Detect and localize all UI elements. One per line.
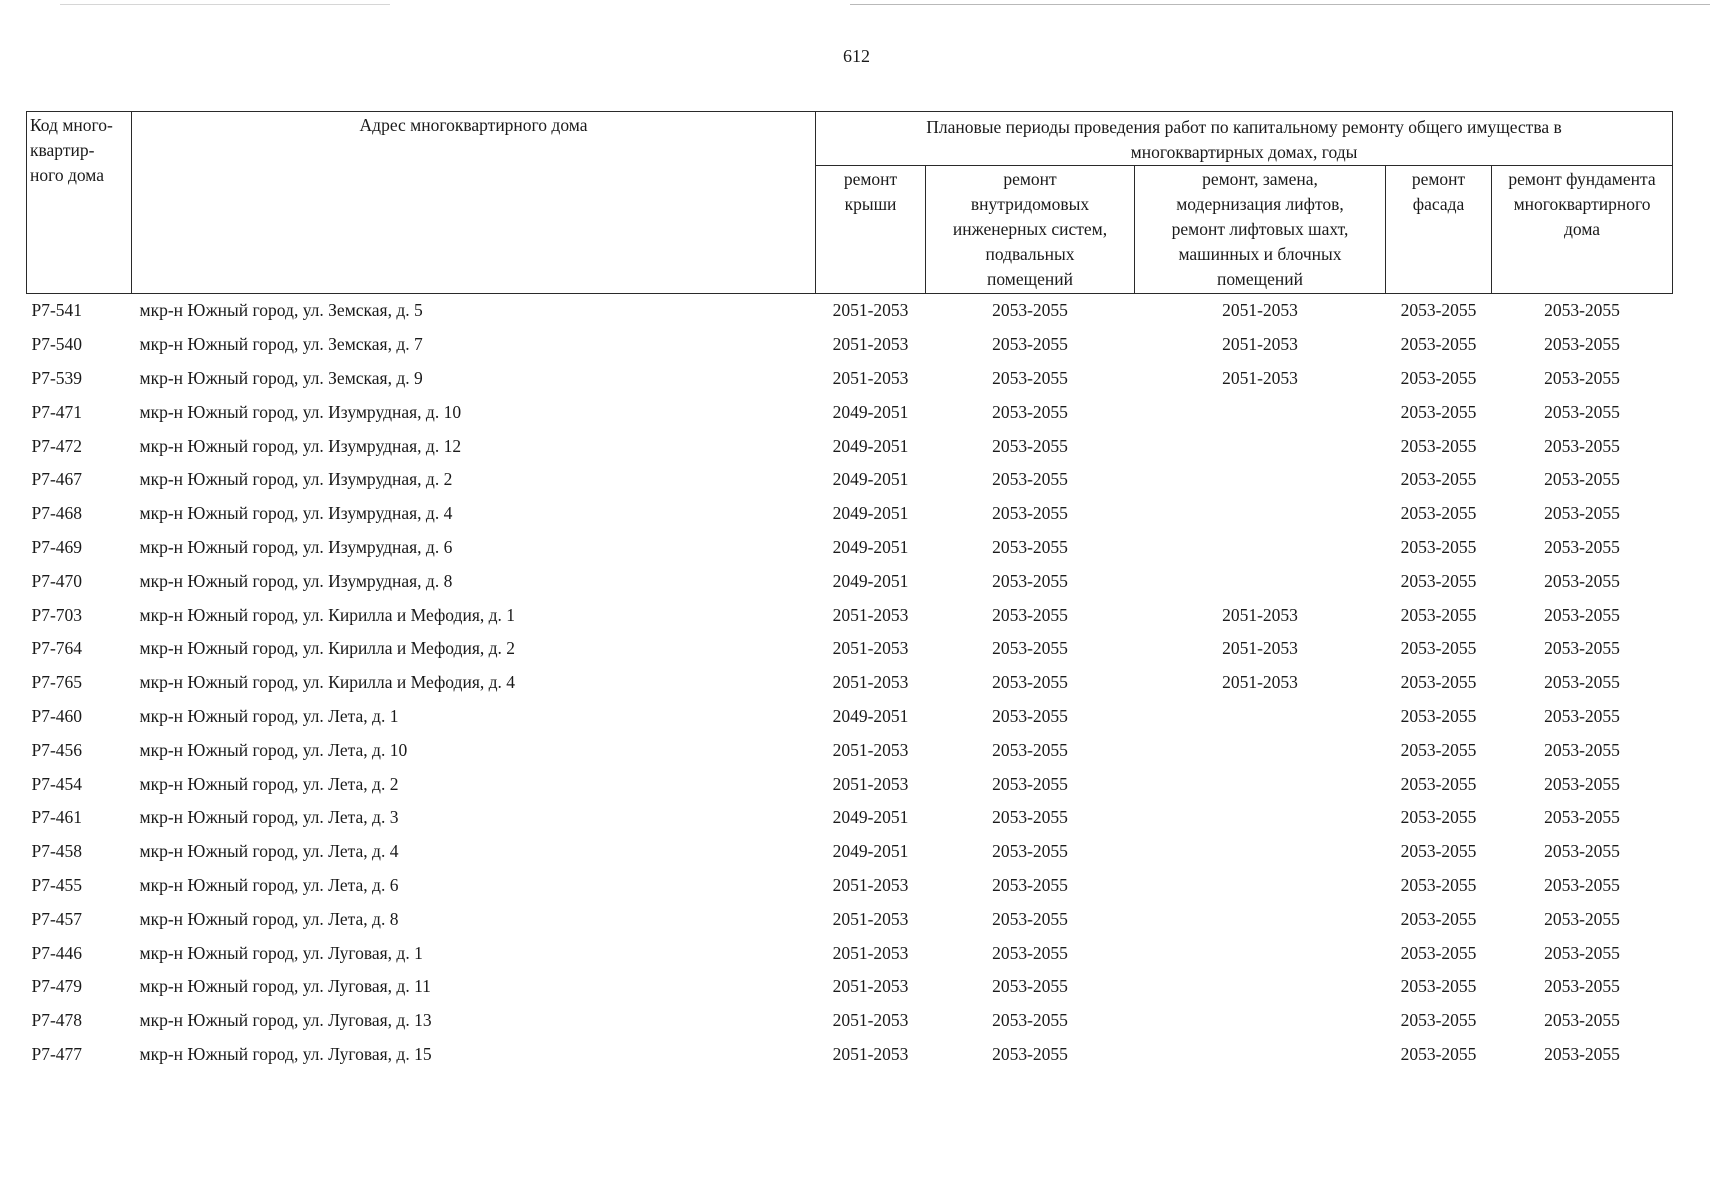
cell-building-code: Р7-455 (31, 874, 83, 895)
cell-foundation-period: 2053-2055 (1544, 435, 1620, 456)
cell-lift-period: 2051-2053 (1222, 604, 1298, 625)
cell-foundation-period: 2053-2055 (1544, 334, 1620, 355)
table-row (27, 666, 1673, 700)
cell-lift-period (1135, 835, 1386, 869)
cell-building-code: Р7-471 (31, 401, 83, 422)
cell-engineering-period: 2053-2055 (992, 841, 1068, 862)
cell-building-code: Р7-457 (31, 908, 83, 929)
cell-roof-period: 2051-2053 (832, 908, 909, 929)
cell-foundation-period: 2053-2055 (1544, 739, 1620, 760)
cell-engineering-period: 2053-2055 (992, 300, 1068, 321)
table-row (27, 1038, 1673, 1072)
cell-roof-period: 2049-2051 (832, 503, 909, 524)
cell-facade-period: 2053-2055 (1400, 401, 1477, 422)
cell-engineering-period: 2053-2055 (992, 1010, 1068, 1031)
cell-engineering-period: 2053-2055 (992, 908, 1068, 929)
cell-facade-period: 2053-2055 (1400, 841, 1477, 862)
cell-lift-period (1135, 564, 1386, 598)
cell-address: мкр-н Южный город, ул. Кирилла и Мефодия, д. 4 (139, 672, 516, 693)
cell-lift-period (1135, 463, 1386, 497)
table-row (27, 767, 1673, 801)
cell-facade-period: 2053-2055 (1400, 908, 1477, 929)
cell-facade-period: 2053-2055 (1400, 942, 1477, 963)
cell-facade-period: 2053-2055 (1400, 300, 1477, 321)
cell-roof-period: 2051-2053 (832, 773, 909, 794)
table-row (27, 598, 1673, 632)
cell-address: мкр-н Южный город, ул. Изумрудная, д. 4 (139, 503, 453, 524)
header-address: Адрес многоквартирного дома (132, 112, 816, 294)
cell-building-code: Р7-541 (31, 300, 83, 321)
cell-address: мкр-н Южный город, ул. Изумрудная, д. 10 (139, 401, 462, 422)
cell-roof-period: 2049-2051 (832, 536, 909, 557)
cell-facade-period: 2053-2055 (1400, 1043, 1477, 1064)
table-row (27, 429, 1673, 463)
header-lift-repair: ремонт, замена, модернизация лифтов, ремонт лифтовых шахт, машинных и блочных помещений (1135, 166, 1386, 294)
cell-foundation-period: 2053-2055 (1544, 401, 1620, 422)
cell-building-code: Р7-764 (31, 638, 83, 659)
cell-lift-period (1135, 733, 1386, 767)
cell-address: мкр-н Южный город, ул. Земская, д. 5 (139, 300, 423, 321)
scan-top-rule-right (850, 4, 1710, 5)
cell-lift-period (1135, 1004, 1386, 1038)
cell-address: мкр-н Южный город, ул. Земская, д. 9 (139, 367, 423, 388)
cell-building-code: Р7-461 (31, 807, 83, 828)
cell-roof-period: 2051-2053 (832, 976, 909, 997)
header-engineering-systems: ремонт внутридомовых инженерных систем, подвальных помещений (926, 166, 1135, 294)
cell-building-code: Р7-540 (31, 334, 83, 355)
cell-foundation-period: 2053-2055 (1544, 672, 1620, 693)
cell-lift-period (1135, 531, 1386, 565)
table-row (27, 869, 1673, 903)
cell-roof-period: 2051-2053 (832, 1043, 909, 1064)
table-header (27, 112, 1673, 294)
cell-lift-period (1135, 936, 1386, 970)
header-facade-repair: ремонт фасада (1386, 166, 1492, 294)
cell-building-code: Р7-454 (31, 773, 83, 794)
cell-engineering-period: 2053-2055 (992, 469, 1068, 490)
cell-address: мкр-н Южный город, ул. Луговая, д. 11 (139, 976, 431, 997)
cell-engineering-period: 2053-2055 (992, 705, 1068, 726)
cell-engineering-period: 2053-2055 (992, 401, 1068, 422)
cell-engineering-period: 2053-2055 (992, 874, 1068, 895)
cell-building-code: Р7-469 (31, 536, 83, 557)
cell-engineering-period: 2053-2055 (992, 334, 1068, 355)
table-row (27, 564, 1673, 598)
table-row (27, 395, 1673, 429)
cell-address: мкр-н Южный город, ул. Изумрудная, д. 8 (139, 570, 453, 591)
table-row (27, 497, 1673, 531)
cell-foundation-period: 2053-2055 (1544, 367, 1620, 388)
cell-building-code: Р7-446 (31, 942, 83, 963)
cell-foundation-period: 2053-2055 (1544, 874, 1620, 895)
cell-building-code: Р7-539 (31, 367, 83, 388)
cell-foundation-period: 2053-2055 (1544, 1010, 1620, 1031)
cell-roof-period: 2051-2053 (832, 1010, 909, 1031)
cell-address: мкр-н Южный город, ул. Изумрудная, д. 12 (139, 435, 462, 456)
cell-foundation-period: 2053-2055 (1544, 908, 1620, 929)
cell-facade-period: 2053-2055 (1400, 638, 1477, 659)
cell-lift-period (1135, 767, 1386, 801)
cell-lift-period: 2051-2053 (1222, 672, 1298, 693)
cell-roof-period: 2051-2053 (832, 604, 909, 625)
cell-address: мкр-н Южный город, ул. Лета, д. 3 (139, 807, 399, 828)
cell-lift-period (1135, 497, 1386, 531)
cell-facade-period: 2053-2055 (1400, 570, 1477, 591)
cell-lift-period (1135, 970, 1386, 1004)
header-planned-periods: Плановые периоды проведения работ по капитальному ремонту общего имущества в многоквартирных домах, годы (816, 112, 1673, 166)
cell-building-code: Р7-470 (31, 570, 83, 591)
cell-building-code: Р7-467 (31, 469, 83, 490)
cell-address: мкр-н Южный город, ул. Лета, д. 2 (139, 773, 399, 794)
cell-lift-period (1135, 395, 1386, 429)
cell-roof-period: 2049-2051 (832, 435, 909, 456)
table-row (27, 700, 1673, 734)
cell-facade-period: 2053-2055 (1400, 672, 1477, 693)
cell-roof-period: 2049-2051 (832, 705, 909, 726)
cell-building-code: Р7-765 (31, 672, 83, 693)
cell-roof-period: 2049-2051 (832, 401, 909, 422)
cell-building-code: Р7-478 (31, 1010, 83, 1031)
cell-facade-period: 2053-2055 (1400, 773, 1477, 794)
header-roof-repair: ремонт крыши (816, 166, 926, 294)
cell-foundation-period: 2053-2055 (1544, 705, 1620, 726)
cell-roof-period: 2051-2053 (832, 942, 909, 963)
cell-address: мкр-н Южный город, ул. Луговая, д. 1 (139, 942, 423, 963)
table-row (27, 733, 1673, 767)
header-foundation-repair: ремонт фундамента многоквартирного дома (1492, 166, 1673, 294)
cell-foundation-period: 2053-2055 (1544, 536, 1620, 557)
cell-foundation-period: 2053-2055 (1544, 300, 1620, 321)
cell-roof-period: 2051-2053 (832, 638, 909, 659)
table-row (27, 970, 1673, 1004)
cell-foundation-period: 2053-2055 (1544, 503, 1620, 524)
cell-foundation-period: 2053-2055 (1544, 469, 1620, 490)
cell-foundation-period: 2053-2055 (1544, 1043, 1620, 1064)
cell-engineering-period: 2053-2055 (992, 773, 1068, 794)
cell-roof-period: 2051-2053 (832, 739, 909, 760)
cell-facade-period: 2053-2055 (1400, 604, 1477, 625)
table-row (27, 328, 1673, 362)
cell-lift-period (1135, 801, 1386, 835)
cell-lift-period (1135, 869, 1386, 903)
cell-roof-period: 2049-2051 (832, 469, 909, 490)
cell-foundation-period: 2053-2055 (1544, 807, 1620, 828)
cell-foundation-period: 2053-2055 (1544, 638, 1620, 659)
cell-engineering-period: 2053-2055 (992, 942, 1068, 963)
cell-address: мкр-н Южный город, ул. Лета, д. 8 (139, 908, 399, 929)
table-row (27, 294, 1673, 328)
cell-building-code: Р7-456 (31, 739, 83, 760)
table-row (27, 632, 1673, 666)
cell-engineering-period: 2053-2055 (992, 739, 1068, 760)
cell-facade-period: 2053-2055 (1400, 807, 1477, 828)
cell-facade-period: 2053-2055 (1400, 367, 1477, 388)
cell-lift-period (1135, 902, 1386, 936)
cell-foundation-period: 2053-2055 (1544, 841, 1620, 862)
cell-roof-period: 2049-2051 (832, 841, 909, 862)
cell-address: мкр-н Южный город, ул. Изумрудная, д. 6 (139, 536, 453, 557)
cell-address: мкр-н Южный город, ул. Земская, д. 7 (139, 334, 423, 355)
cell-address: мкр-н Южный город, ул. Лета, д. 6 (139, 874, 399, 895)
cell-address: мкр-н Южный город, ул. Луговая, д. 13 (139, 1010, 432, 1031)
cell-facade-period: 2053-2055 (1400, 334, 1477, 355)
cell-building-code: Р7-703 (31, 604, 83, 625)
table-row (27, 936, 1673, 970)
cell-engineering-period: 2053-2055 (992, 604, 1068, 625)
cell-address: мкр-н Южный город, ул. Кирилла и Мефодия, д. 2 (139, 638, 516, 659)
table-row (27, 835, 1673, 869)
cell-address: мкр-н Южный город, ул. Лета, д. 1 (139, 705, 399, 726)
cell-engineering-period: 2053-2055 (992, 807, 1068, 828)
table-row (27, 1004, 1673, 1038)
cell-engineering-period: 2053-2055 (992, 976, 1068, 997)
cell-facade-period: 2053-2055 (1400, 874, 1477, 895)
cell-engineering-period: 2053-2055 (992, 536, 1068, 557)
cell-address: мкр-н Южный город, ул. Лета, д. 4 (139, 841, 399, 862)
table-row (27, 801, 1673, 835)
cell-building-code: Р7-472 (31, 435, 83, 456)
cell-facade-period: 2053-2055 (1400, 435, 1477, 456)
cell-facade-period: 2053-2055 (1400, 536, 1477, 557)
cell-facade-period: 2053-2055 (1400, 469, 1477, 490)
cell-roof-period: 2051-2053 (832, 874, 909, 895)
cell-lift-period: 2051-2053 (1222, 638, 1298, 659)
cell-engineering-period: 2053-2055 (992, 570, 1068, 591)
cell-lift-period (1135, 1038, 1386, 1072)
scan-top-rule-left (60, 4, 390, 5)
cell-roof-period: 2051-2053 (832, 300, 909, 321)
cell-facade-period: 2053-2055 (1400, 503, 1477, 524)
cell-address: мкр-н Южный город, ул. Изумрудная, д. 2 (139, 469, 453, 490)
cell-facade-period: 2053-2055 (1400, 1010, 1477, 1031)
cell-roof-period: 2051-2053 (832, 334, 909, 355)
cell-roof-period: 2051-2053 (832, 672, 909, 693)
cell-lift-period (1135, 700, 1386, 734)
cell-lift-period: 2051-2053 (1222, 367, 1298, 388)
cell-engineering-period: 2053-2055 (992, 503, 1068, 524)
cell-facade-period: 2053-2055 (1400, 705, 1477, 726)
cell-building-code: Р7-468 (31, 503, 83, 524)
cell-lift-period (1135, 429, 1386, 463)
cell-engineering-period: 2053-2055 (992, 1043, 1068, 1064)
cell-address: мкр-н Южный город, ул. Лета, д. 10 (139, 739, 408, 760)
cell-lift-period: 2051-2053 (1222, 334, 1298, 355)
cell-engineering-period: 2053-2055 (992, 638, 1068, 659)
cell-foundation-period: 2053-2055 (1544, 604, 1620, 625)
repair-schedule-table (26, 111, 1673, 1071)
cell-foundation-period: 2053-2055 (1544, 570, 1620, 591)
cell-building-code: Р7-477 (31, 1043, 83, 1064)
cell-roof-period: 2049-2051 (832, 807, 909, 828)
cell-address: мкр-н Южный город, ул. Луговая, д. 15 (139, 1043, 432, 1064)
table-row (27, 531, 1673, 565)
table-body (27, 294, 1673, 1072)
cell-engineering-period: 2053-2055 (992, 672, 1068, 693)
cell-building-code: Р7-479 (31, 976, 83, 997)
cell-lift-period: 2051-2053 (1222, 300, 1298, 321)
cell-foundation-period: 2053-2055 (1544, 773, 1620, 794)
cell-roof-period: 2051-2053 (832, 367, 909, 388)
cell-building-code: Р7-460 (31, 705, 83, 726)
cell-roof-period: 2049-2051 (832, 570, 909, 591)
table-row (27, 463, 1673, 497)
cell-building-code: Р7-458 (31, 841, 83, 862)
table-row (27, 362, 1673, 396)
cell-facade-period: 2053-2055 (1400, 739, 1477, 760)
cell-facade-period: 2053-2055 (1400, 976, 1477, 997)
cell-address: мкр-н Южный город, ул. Кирилла и Мефодия, д. 1 (139, 604, 516, 625)
cell-foundation-period: 2053-2055 (1544, 942, 1620, 963)
cell-engineering-period: 2053-2055 (992, 367, 1068, 388)
cell-foundation-period: 2053-2055 (1544, 976, 1620, 997)
header-building-code: Код много- квартир- ного дома (27, 112, 132, 294)
table-row (27, 902, 1673, 936)
cell-engineering-period: 2053-2055 (992, 435, 1068, 456)
page-number: 612 (843, 46, 870, 66)
